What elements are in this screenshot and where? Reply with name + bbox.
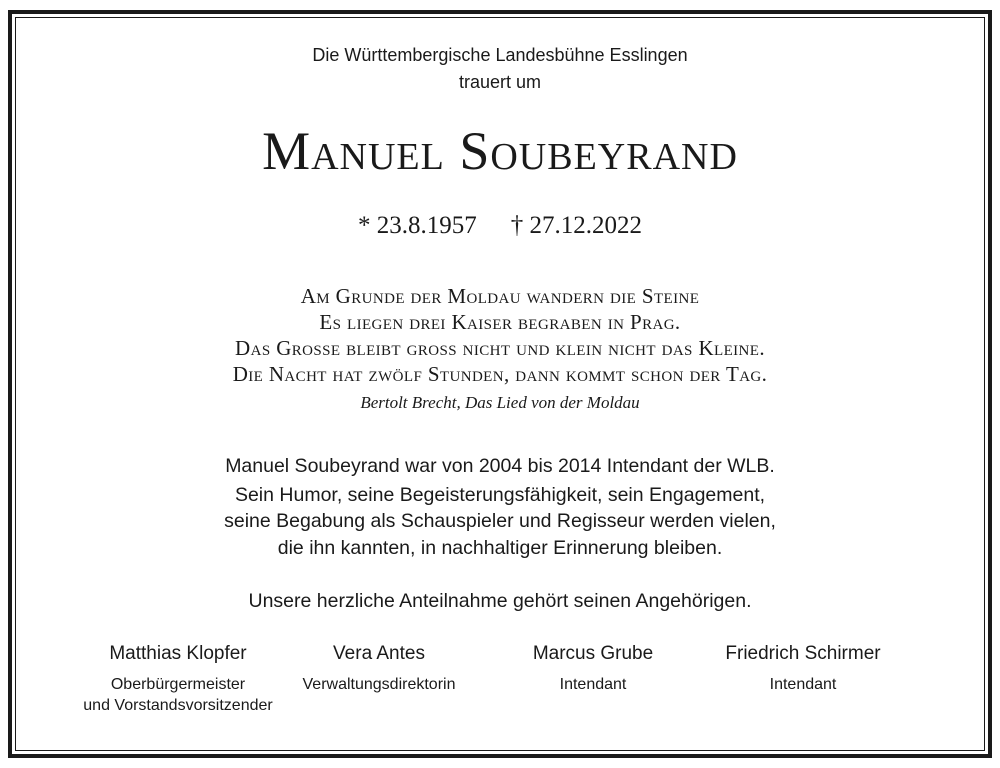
poem-line: Es liegen drei Kaiser begraben in Prag.: [319, 310, 681, 334]
signatory-role-line: und Vorstandsvorsitzender: [83, 697, 273, 714]
header-mourns: trauert um: [458, 72, 542, 92]
body-line: die ihn kannten, in nachhaltiger Erinnerung bleiben.: [277, 537, 723, 559]
body-line: seine Begabung als Schauspieler und Regisseur werden vielen,: [224, 510, 776, 532]
death-date: † 27.12.2022: [510, 212, 642, 239]
poem-line: Das Grosse bleibt gross nicht und klein nicht das Kleine.: [235, 336, 765, 360]
signatory-name: Friedrich Schirmer: [725, 643, 881, 664]
birth-date: * 23.8.1957: [358, 212, 477, 239]
signatory-name: Vera Antes: [333, 643, 425, 664]
signatory-role: [503, 674, 683, 695]
poem-line: Am Grunde der Moldau wandern die Steine: [300, 284, 700, 308]
signatory-name: Matthias Klopfer: [109, 643, 247, 664]
signatory-role-line: Intendant: [559, 676, 627, 693]
signatory-role-line: Verwaltungsdirektorin: [302, 676, 456, 693]
poem-line: Die Nacht hat zwölf Stunden, dann kommt schon der Tag.: [232, 362, 768, 386]
signatory-role-line: Oberbürgermeister: [110, 676, 246, 693]
life-dates: [0, 212, 1000, 240]
condolence-line: Unsere herzliche Anteilnahme gehört seinen Angehörigen.: [248, 590, 752, 612]
signatory-role-line: Intendant: [769, 676, 837, 693]
signatory-role: [703, 674, 903, 695]
header-organization: Die Württembergische Landesbühne Esslingen: [312, 45, 688, 65]
signatory-role: [279, 674, 479, 695]
signatory-role: [53, 674, 303, 716]
body-line: Manuel Soubeyrand war von 2004 bis 2014 Intendant der WLB.: [225, 455, 775, 477]
signatory-name: Marcus Grube: [532, 643, 654, 664]
poem-citation: Bertolt Brecht, Das Lied von der Moldau: [360, 393, 640, 412]
body-line: Sein Humor, seine Begeisterungsfähigkeit, sein Engagement,: [234, 484, 766, 506]
deceased-name: Manuel Soubeyrand: [262, 121, 738, 181]
